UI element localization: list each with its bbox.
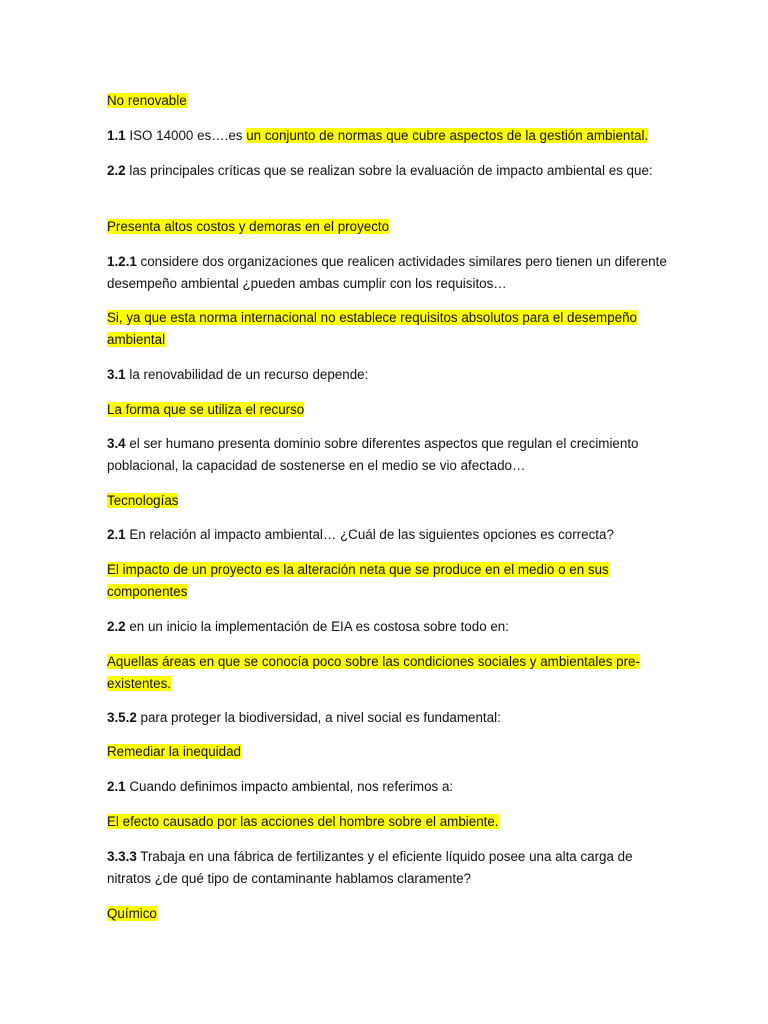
answer-2-2 bbox=[107, 216, 667, 238]
question-2-1-definition bbox=[107, 776, 667, 798]
question-text: para proteger la biodiversidad, a nivel social es fundamental: bbox=[136, 710, 501, 725]
question-number: 3.1 bbox=[107, 367, 126, 382]
answer-highlight: La forma que se utiliza el recurso bbox=[107, 402, 305, 417]
question-number: 2.1 bbox=[107, 779, 126, 794]
answer-highlight: No renovable bbox=[107, 93, 187, 108]
question-number: 2.1 bbox=[107, 527, 126, 542]
answer-3-1 bbox=[107, 399, 667, 421]
question-2-1 bbox=[107, 524, 667, 546]
question-number: 3.4 bbox=[107, 436, 126, 451]
question-2-2 bbox=[107, 160, 667, 182]
question-text: En relación al impacto ambiental… ¿Cuál de las siguientes opciones es correcta? bbox=[125, 527, 614, 542]
answer-highlight: Químico bbox=[107, 906, 157, 921]
question-text: las principales críticas que se realizan sobre la evaluación de impacto ambiental es que: bbox=[125, 163, 653, 178]
question-1-2-1 bbox=[107, 251, 667, 295]
question-number: 3.3.3 bbox=[107, 849, 137, 864]
answer-3-3-3 bbox=[107, 903, 667, 925]
answer-highlight: Aquellas áreas en que se conocía poco sobre las condiciones sociales y ambientales pre-existentes. bbox=[107, 654, 640, 691]
question-number: 2.2 bbox=[107, 163, 126, 178]
question-text: en un inicio la implementación de EIA es costosa sobre todo en: bbox=[125, 619, 509, 634]
question-text: la renovabilidad de un recurso depende: bbox=[125, 367, 369, 382]
question-text: considere dos organizaciones que realicen actividades similares pero tienen un diferente desempeño ambiental ¿pueden ambas cumplir con los requisitos… bbox=[107, 254, 667, 291]
answer-highlight: El impacto de un proyecto es la alteración neta que se produce en el medio o en sus componentes bbox=[107, 562, 609, 599]
answer-1-2-1 bbox=[107, 307, 667, 351]
question-number: 2.2 bbox=[107, 619, 126, 634]
question-2-2-eia bbox=[107, 616, 667, 638]
question-3-5-2 bbox=[107, 707, 667, 729]
question-3-4 bbox=[107, 433, 667, 477]
answer-highlight: Remediar la inequidad bbox=[107, 744, 241, 759]
question-number: 3.5.2 bbox=[107, 710, 137, 725]
answer-3-5-2 bbox=[107, 741, 667, 763]
question-1-1 bbox=[107, 125, 667, 147]
answer-2-2-eia bbox=[107, 651, 667, 695]
question-number: 1.2.1 bbox=[107, 254, 137, 269]
answer-3-4 bbox=[107, 490, 667, 512]
question-3-3-3 bbox=[107, 846, 667, 890]
answer-highlight: Si, ya que esta norma internacional no establece requisitos absolutos para el desempeño ambiental bbox=[107, 310, 638, 347]
answer-2-1 bbox=[107, 559, 667, 603]
question-3-1 bbox=[107, 364, 667, 386]
answer-highlight: El efecto causado por las acciones del hombre sobre el ambiente. bbox=[107, 814, 499, 829]
answer-highlight: un conjunto de normas que cubre aspectos de la gestión ambiental. bbox=[246, 128, 649, 143]
question-number: 1.1 bbox=[107, 128, 126, 143]
question-text: el ser humano presenta dominio sobre diferentes aspectos que regulan el crecimiento poblacional, la capacidad de sostenerse en el medio se vio afectado… bbox=[107, 436, 639, 473]
question-text: ISO 14000 es….es bbox=[125, 128, 247, 143]
question-text: Cuando definimos impacto ambiental, nos referimos a: bbox=[125, 779, 454, 794]
answer-2-1-definition bbox=[107, 811, 667, 833]
answer-highlight: Presenta altos costos y demoras en el proyecto bbox=[107, 219, 390, 234]
answer-highlight: Tecnologías bbox=[107, 493, 179, 508]
heading-answer bbox=[107, 90, 667, 112]
question-text: Trabaja en una fábrica de fertilizantes y el eficiente líquido posee una alta carga de nitratos ¿de qué tipo de contaminante hablamos claramente? bbox=[107, 849, 633, 886]
